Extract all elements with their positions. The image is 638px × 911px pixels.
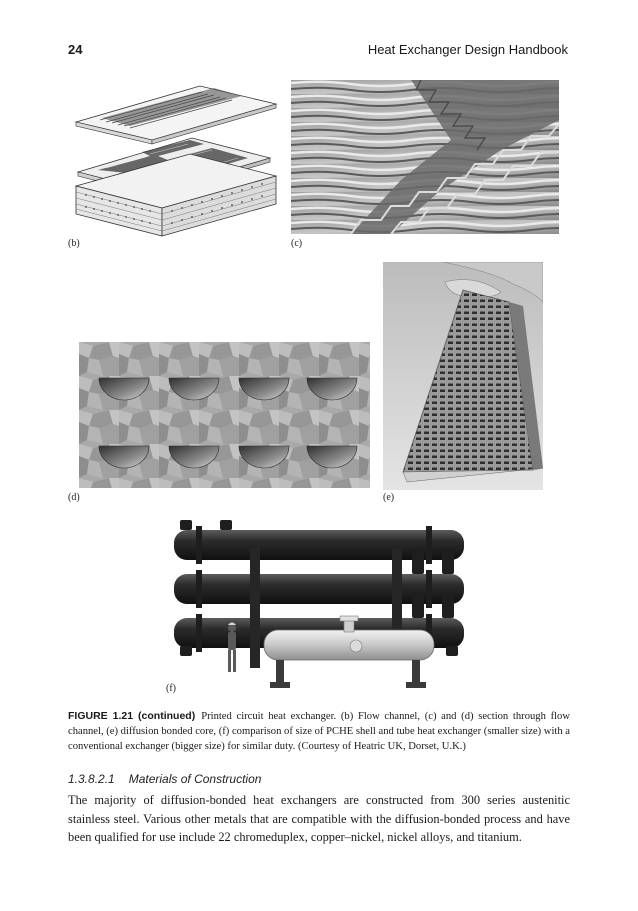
- figure-caption-label: FIGURE 1.21 (continued): [68, 710, 196, 722]
- figure-caption-text: Printed circuit heat exchanger. (b) Flow channel, (c) and (d) section through flow channel, (e) diffusion bonded core, (f) comparison of size of PCHE shell and tube heat exchanger (smaller size) with a conventional exchanger (bigger size) for similar duty. (Courtesy of Heatric UK, Dorset, U.K.): [68, 711, 571, 752]
- running-header-title: Heat Exchanger Design Handbook: [367, 42, 568, 57]
- page-number: 24: [68, 42, 83, 57]
- figure-f-size-comparison: [166, 518, 472, 694]
- figure-b-flow-channel-plates: [72, 78, 280, 238]
- figure-caption: [68, 709, 570, 754]
- figure-c-channel-section-photo: [291, 80, 559, 234]
- section-heading: [68, 772, 261, 786]
- panel-label-b: (b): [68, 238, 80, 249]
- figure-e-diffusion-bonded-core: [383, 262, 543, 490]
- panel-label-c: (c): [291, 238, 303, 249]
- body-paragraph: The majority of diffusion-bonded heat exchangers are constructed from 300 series austenitic stainless steel. Various other metals that are compatible with the diffusion-bonded process and have been qualified for use include 22 chromeduplex, copper–nickel, nickel alloys, and titanium.: [68, 793, 570, 844]
- panel-label-d: (d): [68, 492, 80, 503]
- panel-label-f: (f): [166, 683, 176, 694]
- figure-d-section-through-channels: [79, 342, 370, 488]
- panel-label-e: (e): [383, 492, 395, 503]
- section-number: 1.3.8.2.1: [68, 772, 115, 786]
- section-title: Materials of Construction: [128, 772, 262, 786]
